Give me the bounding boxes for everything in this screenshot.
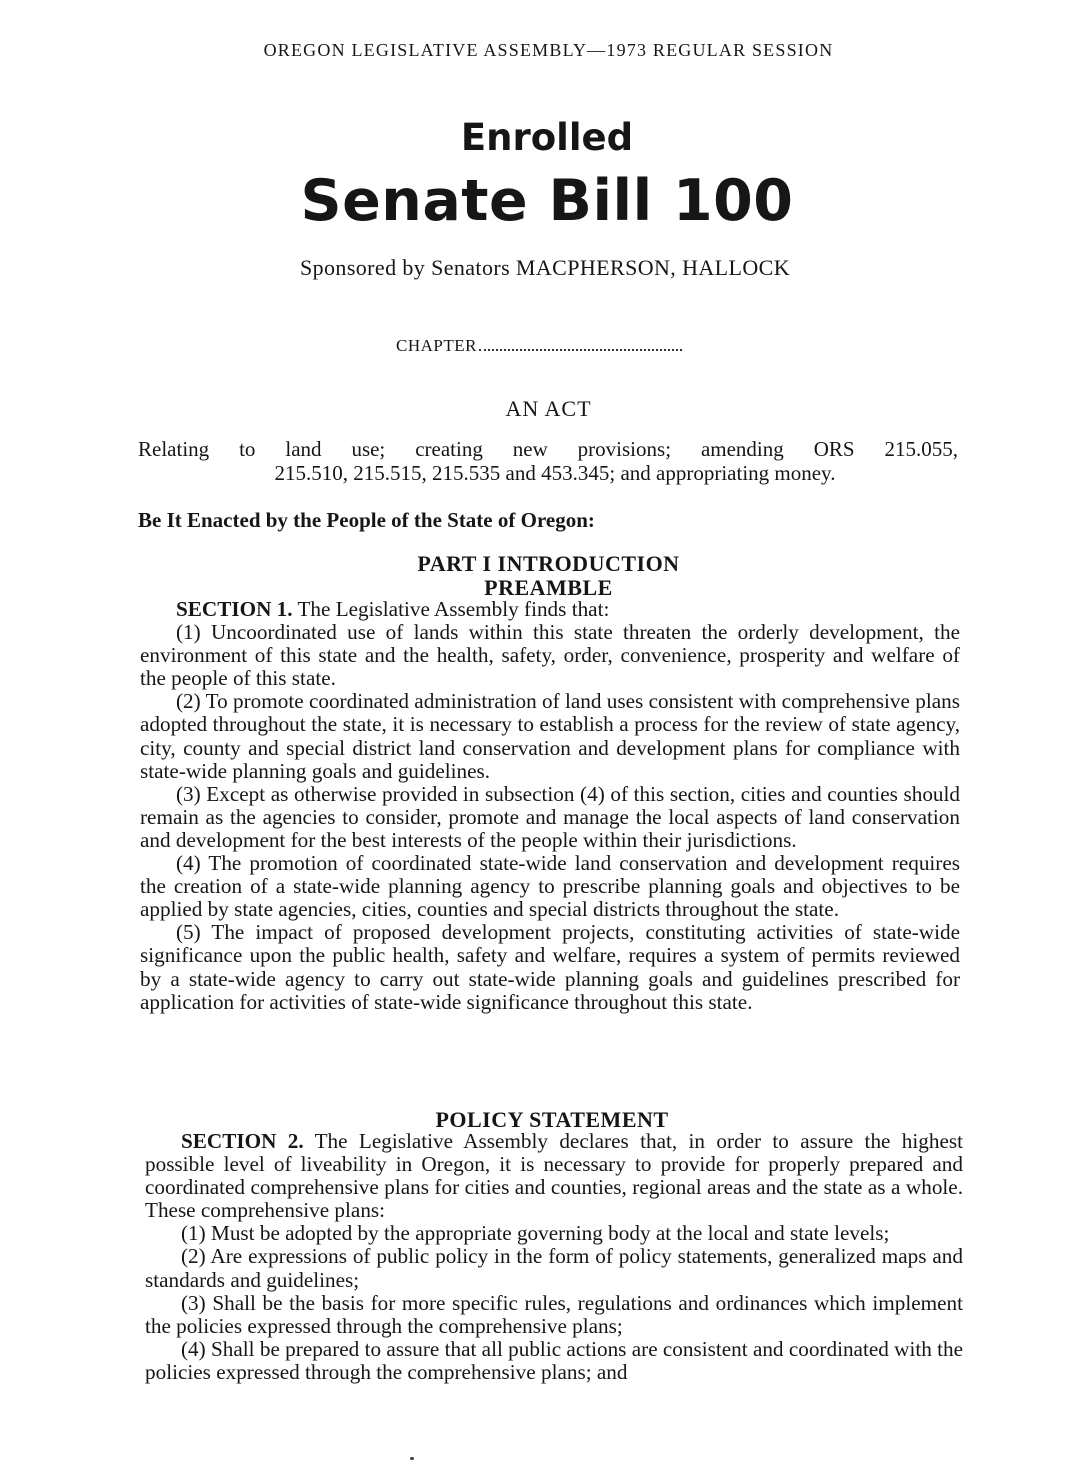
chapter-line [396, 336, 682, 356]
act-heading: AN ACT [505, 396, 592, 421]
section-1-item: (3) Except as otherwise provided in subsection (4) of this section, cities and counties should remain as the agencies to consider, promote and manage the local aspects of land conservation and development for the best interests of the people within their jurisdictions. [140, 781, 960, 852]
relating-clause [138, 437, 958, 485]
enacting-clause: Be It Enacted by the People of the State of Oregon: [138, 508, 595, 532]
chapter-label: CHAPTER [396, 336, 477, 355]
enrolled-label: Enrolled [460, 116, 634, 159]
section-1-intro [140, 598, 960, 621]
sponsors-line: Sponsored by Senators MACPHERSON, HALLOCK [299, 255, 791, 280]
section-1-item: (1) Uncoordinated use of lands within this state threaten the orderly development, the environment of this state and the health, safety, order, convenience, prosperity and welfare of the people of this state. [140, 620, 960, 691]
section-2-item: (3) Shall be the basis for more specific rules, regulations and ordinances which implement the policies expressed through the comprehensive plans; [145, 1290, 963, 1338]
chapter-blank [479, 349, 682, 351]
preamble-heading: PREAMBLE [484, 575, 613, 600]
relating-line-2: 215.510, 215.515, 215.535 and 453.345; and appropriating money. [274, 461, 836, 485]
section-1-item: (2) To promote coordinated administration of land uses consistent with comprehensive plans adopted throughout the state, it is necessary to establish a process for the review of state agency, city, county and special district land conservation and development plans for compliance with state-wide planning goals and guidelines. [140, 689, 960, 783]
section-1-label: SECTION 1. [176, 597, 293, 621]
section-2-item: (4) Shall be prepared to assure that all public actions are consistent and coordinated with the policies expressed through the comprehensive plans; and [145, 1336, 963, 1384]
section-2 [145, 1130, 963, 1384]
scan-speck [410, 1457, 414, 1460]
section-1-item: (5) The impact of proposed development projects, constituting activities of state-wide significance upon the public health, safety and welfare, requires a system of permits reviewed by a state-wide agency to carry out state-wide planning goals and guidelines prescribed for application for activities of state-wide significance throughout this state. [140, 920, 960, 1014]
section-2-intro-text: The Legislative Assembly declares that, in order to assure the highest possible level of liveability in Oregon, it is necessary to provide for properly prepared and coordinated comprehensive plans for cities and counties, regional areas and the state as a whole. These comprehensive plans: [145, 1129, 963, 1223]
section-2-item: (2) Are expressions of public policy in the form of policy statements, generalized maps and standards and guidelines; [145, 1244, 963, 1292]
section-2-item: (1) Must be adopted by the appropriate governing body at the local and state levels; [181, 1221, 890, 1246]
section-2-label: SECTION 2. [181, 1129, 304, 1153]
policy-statement-heading: POLICY STATEMENT [435, 1107, 669, 1132]
section-1-item: (4) The promotion of coordinated state-wide land conservation and development requires the creation of a state-wide planning agency to prescribe planning goals and objectives to be applied by state agencies, cities, counties and special districts throughout the state. [140, 851, 960, 922]
section-1-intro-text: The Legislative Assembly finds that: [292, 597, 610, 621]
part-heading: PART I INTRODUCTION [417, 551, 680, 576]
bill-title: Senate Bill 100 [300, 168, 794, 234]
section-2-intro [145, 1130, 963, 1222]
section-1 [140, 598, 960, 1014]
running-head: OREGON LEGISLATIVE ASSEMBLY—1973 REGULAR SESSION [263, 40, 834, 60]
relating-line-1: Relating to land use; creating new provisions; amending ORS 215.055, [138, 437, 958, 461]
